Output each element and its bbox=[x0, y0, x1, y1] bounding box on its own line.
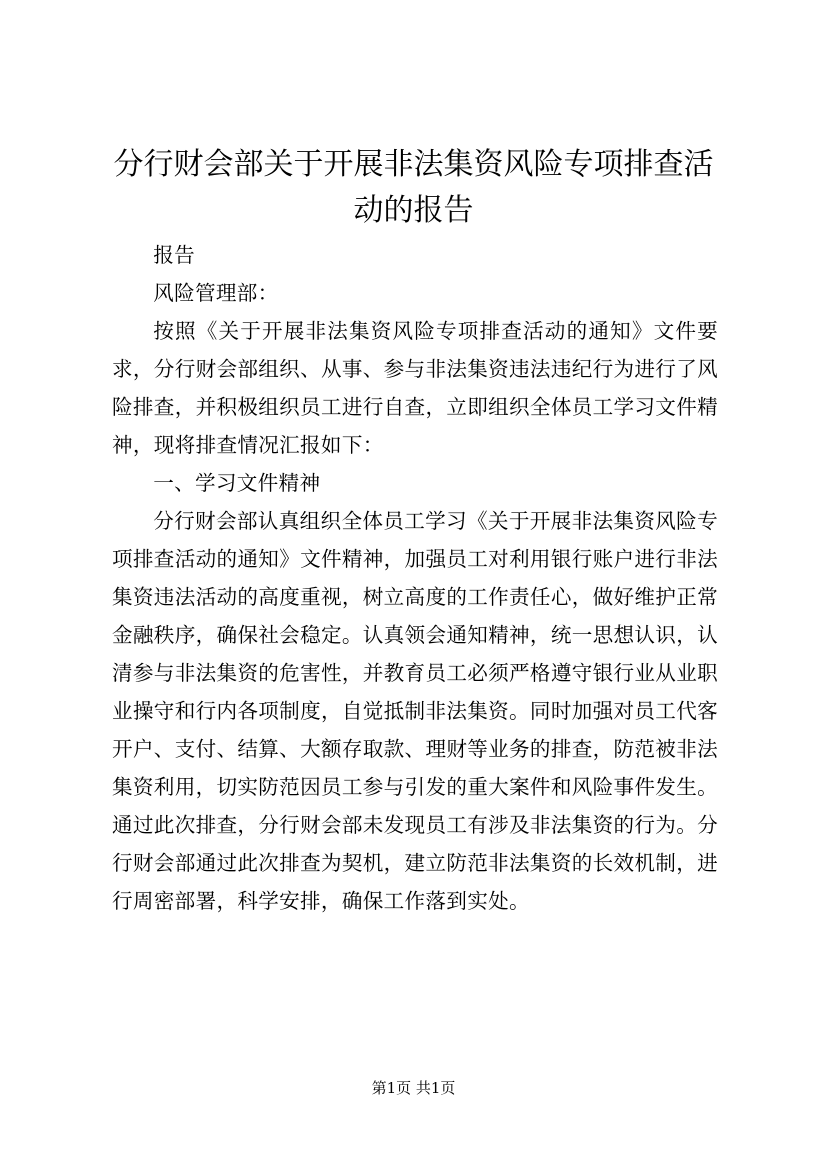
paragraph-report: 报告 bbox=[153, 243, 195, 267]
paragraph-intro: 按照《关于开展非法集资风险专项排查活动的通知》文件要求，分行财会部组织、从事、参与非法集资违法违纪行为进行了风险排查，并积极组织员工进行自查，立即组织全体员工学习文件精神，现将排查情况汇报如下： bbox=[112, 319, 718, 457]
page-footer: 第1页 共1页 bbox=[371, 1079, 456, 1097]
paragraph-recipient: 风险管理部： bbox=[153, 281, 279, 305]
paragraph-section-body: 分行财会部认真组织全体员工学习《关于开展非法集资风险专项排查活动的通知》文件精神，加强员工对利用银行账户进行非法集资违法活动的高度重视，树立高度的工作责任心，做好维护正常金融秩序，确保社会稳定。认真领会通知精神，统一思想认识，认清参与非法集资的危害性，并教育员工必须严格遵守银行业从业职业操守和行内各项制度，自觉抵制非法集资。同时加强对员工代客开户、支付、结算、大额存取款、理财等业务的排查，防范被非法集资利用，切实防范因员工参与引发的重大案件和风险事件发生。通过此次排查，分行财会部未发现员工有涉及非法集资的行为。分行财会部通过此次排查为契机，建立防范非法集资的长效机制，进行周密部署，科学安排，确保工作落到实处。 bbox=[112, 509, 718, 913]
document-title-line-2: 动的报告 bbox=[353, 193, 474, 228]
document-body bbox=[112, 236, 718, 920]
paragraph-section-heading: 一、学习文件精神 bbox=[153, 471, 321, 495]
document-title-line-1: 分行财会部关于开展非法集资风险专项排查活 bbox=[113, 147, 714, 182]
